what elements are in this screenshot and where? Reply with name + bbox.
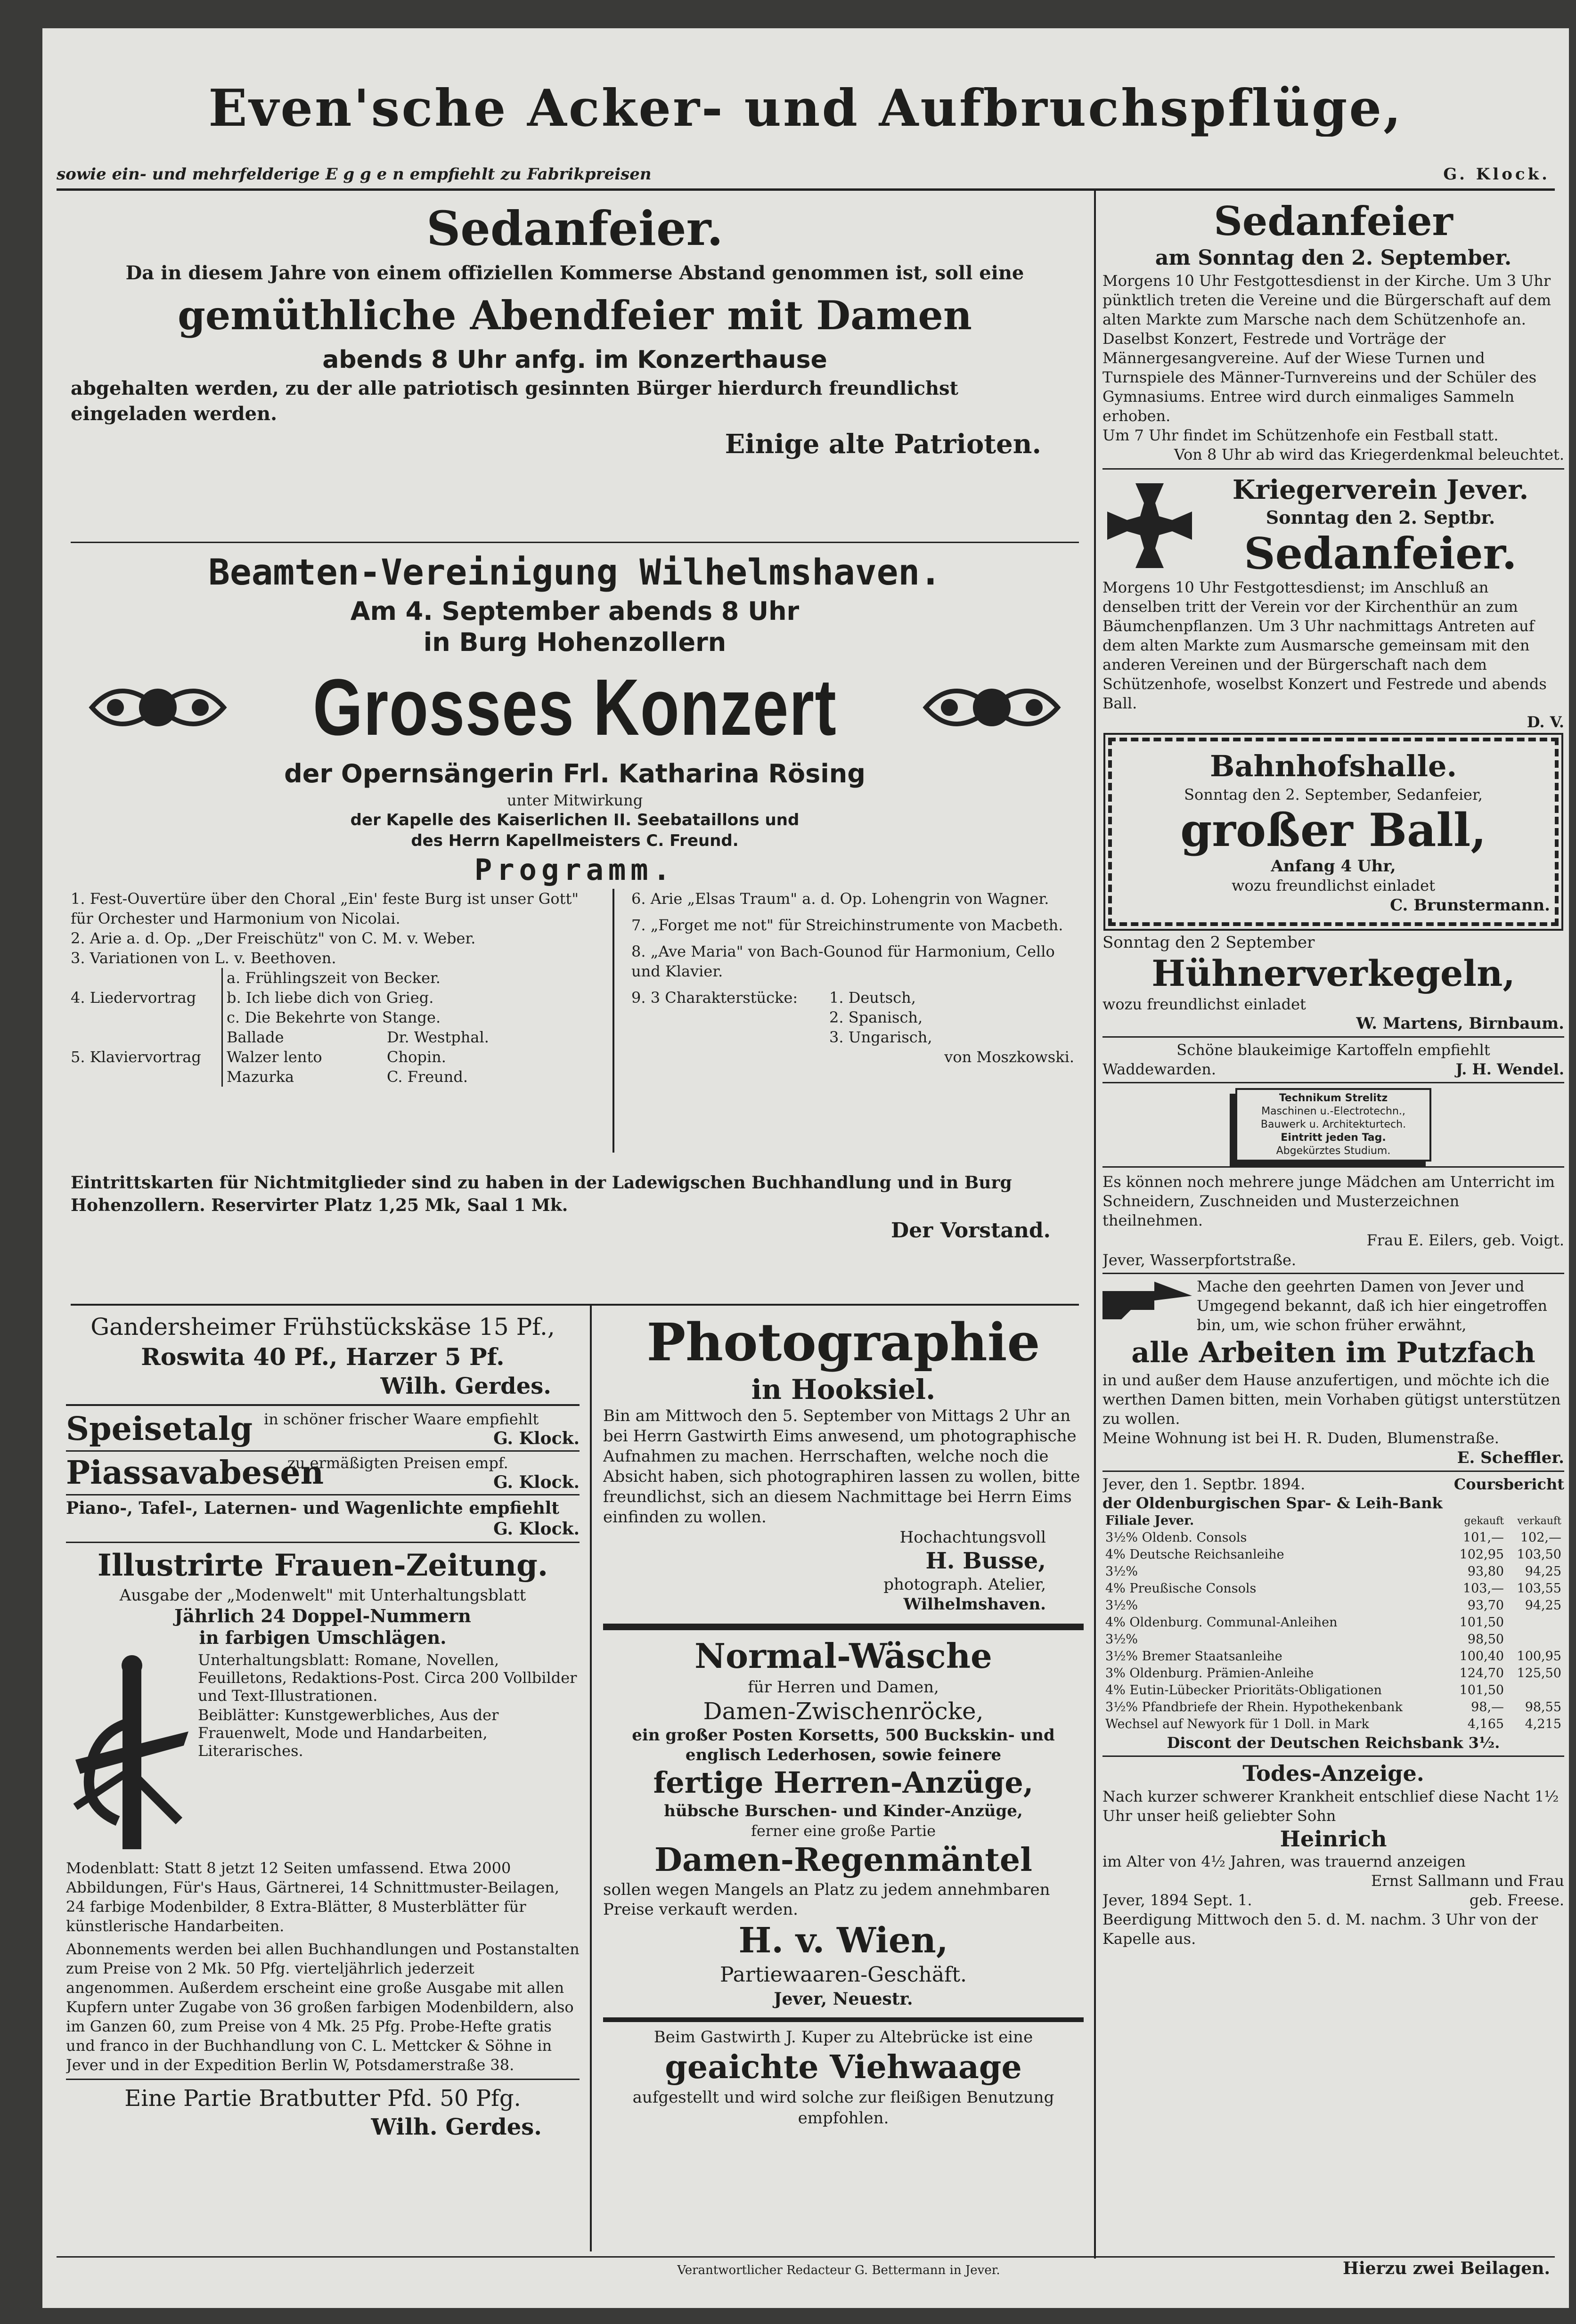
sedanfeier-body: abgehalten werden, zu der alle patriotisch gesinnten Bürger hierdurch freundlichst eingeladen werden. [71,377,959,425]
kurs-sell: 94,25 [1525,1564,1561,1579]
huehner-einladung: wozu freundlichst einladet [1102,995,1306,1013]
todes-title: Todes-Anzeige. [1242,1761,1424,1786]
krieger-date: Sonntag den 2. Septbr. [1266,507,1495,528]
sedan-right-date: am Sonntag den 2. September. [1155,246,1512,270]
krieger-sedanfeier: Sedanfeier. [1244,528,1517,579]
kurs-row [1102,1597,1564,1614]
frauen-beiblaetter: Beiblätter: Kunstgewerbliches, Aus der Frauenwelt, Mode und Handarbeiten, Literarisches. [198,1706,499,1760]
kurs-date: Jever, den 1. Septbr. 1894. [1102,1475,1306,1493]
laternen-signer: G. Klock. [493,1519,580,1539]
bahnhof-title: Bahnhofshalle. [1209,749,1457,783]
header-rule [57,188,1555,191]
kurs-sell: 102,— [1520,1530,1561,1545]
programm-divider [612,889,614,1153]
kartoffeln-signer: J. H. Wendel. [1455,1060,1564,1078]
kartoffeln-ad [1102,1040,1564,1079]
sedan-right-denkmal: Von 8 Uhr ab wird das Kriegerdenkmal beleuchtet. [1174,446,1564,463]
klavier-composer: C. Freund. [387,1068,468,1086]
kurs-name: 4% Eutin-Lübecker Prioritäts-Obligationen [1105,1683,1382,1698]
frauen-modenblatt: Modenblatt: Statt 8 jetzt 12 Seiten umfassend. Etwa 2000 Abbildungen, Für's Haus, Gärtnerei, 14 Schnittmuster-Beilagen, 24 farbige Modenbilder, 8 Extra-Blätter, 8 Musterblätter für künstlerische Handarbeiten. [66,1859,560,1935]
kaese-signer: Wilh. Gerdes. [380,1373,551,1399]
kaese-line-1: Gandersheimer Frühstückskäse 15 Pf., [90,1313,555,1341]
eilers-text: Es können noch mehrere junge Mädchen am Unterricht im Schneidern, Zuschneiden und Musterzeichnen theilnehmen. [1102,1173,1555,1229]
charakter-composer: von Moszkowski. [944,1048,1074,1066]
kurs-row [1102,1546,1564,1563]
pointing-hand-icon [1102,1277,1197,1324]
konzert-tickets: Eintrittskarten für Nichtmitglieder sind zu haben in der Ladewigschen Buchhandlung und in Burg Hohenzollern. Reservirter Platz 1,25 Mk, Saal 1 Mk. [71,1173,1012,1215]
klavier-piece: Ballade [227,1028,284,1046]
piassava-signer: G. Klock. [493,1472,580,1492]
scheffler-ad [1102,1277,1564,1468]
todes-place: Jever, 1894 Sept. 1. [1102,1891,1252,1909]
left-column-lower [66,1312,580,2249]
charakter-item: 1. Deutsch, [829,989,916,1007]
konzert-place: in Burg Hohenzollern [423,627,727,657]
sedan-right-ball: Um 7 Uhr findet im Schützenhofe ein Festball statt. [1102,426,1499,444]
todes-name: Heinrich [1280,1826,1387,1852]
footer-redakteur: Verantwortlicher Redacteur G. Bettermann in Jever. [677,2263,1000,2277]
konzert-singer: der Opernsängerin Frl. Katharina Rösing [284,759,866,788]
header-subtitle: sowie ein- und mehrfelderige E g g e n empfiehlt zu Fabrikpreisen [57,165,652,184]
technikum-line: Bauwerk u. Architekturtech. [1260,1119,1406,1130]
speisetalg-title: Speisetalg [66,1410,253,1448]
wien-ad [603,1635,1084,2010]
photo-subtitle: in Hooksiel. [751,1373,936,1406]
speisetalg-ad [66,1410,580,1448]
konzert-date: Am 4. September abends 8 Uhr [350,596,800,626]
bratbutter-signer: Wilh. Gerdes. [371,2114,542,2140]
programm-item: 1. Fest-Ouvertüre über den Choral „Ein' feste Burg ist unser Gott" für Orchester und Harmonium von Nicolai. [71,890,579,927]
klavier-composer: Chopin. [387,1048,446,1066]
konzert-kapelle-1: der Kapelle des Kaiserlichen II. Seebataillons und [350,811,800,829]
charakter-item: 2. Spanisch, [829,1008,923,1026]
lieder-label: 4. Liedervortrag [71,989,196,1007]
programm-item: 3. Variationen von L. v. Beethoven. [71,949,336,967]
kurs-name: Wechsel auf Newyork für 1 Doll. in Mark [1105,1717,1369,1731]
kurs-col-header: verkauft [1517,1515,1561,1527]
kurs-row [1102,1563,1564,1580]
wien-name: H. v. Wien, [738,1920,948,1961]
kurs-name: 4% Oldenburg. Communal-Anleihen [1105,1615,1338,1630]
kaese-line-2: Roswita 40 Pf., Harzer 5 Pf. [141,1343,505,1371]
ornament-left-icon [87,670,229,745]
konzert-org: Beamten-Vereinigung Wilhelmshaven. [208,551,941,593]
photo-ort: Wilhelmshaven. [903,1595,1046,1614]
technikum-line: Eintritt jeden Tag. [1281,1132,1386,1144]
technikum-line: Maschinen u.-Electrotechn., [1261,1105,1405,1117]
viehwaage-title: geaichte Viehwaage [665,2048,1022,2086]
technikum-title: Technikum Strelitz [1279,1092,1388,1104]
sedanfeier-title: Sedanfeier. [426,201,723,256]
frauen-ausgabe: Ausgabe der „Modenwelt" mit Unterhaltungsblatt [119,1586,526,1605]
kurs-buy: 98,— [1471,1700,1504,1715]
kurs-sell: 103,50 [1517,1547,1561,1562]
programm-left [71,889,589,1087]
kurs-row [1102,1580,1564,1597]
sedanfeier-signer: Einige alte Patrioten. [725,429,1041,460]
sedanfeier-time: abends 8 Uhr anfg. im Konzerthause [322,346,827,374]
krieger-title: Kriegerverein Jever. [1232,474,1529,505]
piassava-title: Piassavabesen [66,1454,324,1492]
viehwaage-intro: Beim Gastwirth J. Kuper zu Altebrücke ist eine [653,2028,1033,2047]
scheffler-text: Mache den geehrten Damen von Jever und Umgegend bekannt, daß ich hier eingetroffen bin, um, wie schon früher erwähnt, [1197,1277,1547,1334]
kurs-row [1102,1648,1564,1665]
lied-item: c. Die Bekehrte von Stange. [227,1008,441,1026]
rule-2 [71,1304,1079,1306]
wien-line-7: Damen-Regenmäntel [654,1841,1032,1879]
wien-line-3: ein großer Posten Korsetts, 500 Buckskin- und englisch Lederhosen, sowie feinere [632,1726,1055,1764]
wien-ort: Jever, Neuestr. [774,1989,913,2009]
kurs-row [1102,1614,1564,1631]
kurs-row [1102,1631,1564,1648]
photo-gruss: Hochachtungsvoll [899,1528,1046,1547]
kurs-name: 4% Preußische Consols [1105,1581,1257,1596]
kurs-sell [1507,1614,1564,1631]
ornament-right-icon [921,670,1062,745]
photo-text: Bin am Mittwoch den 5. September von Mittags 2 Uhr an bei Herrn Gastwirth Eims anwesend, um photographische Aufnahmen zu machen. Herrschaften, welche noch die Absicht haben, sich photographiren lassen zu wollen, bitte freundlichst, sich an diesem Nachmittage bei Herrn Eims einfinden zu wollen. [603,1406,1080,1527]
wien-line-6: ferner eine große Partie [751,1822,936,1840]
laternen-text: Piano-, Tafel-, Laternen- und Wagenlichte empfiehlt [66,1498,560,1518]
header-signer: G. Klock. [1443,165,1550,184]
todes-parents: Ernst Sallmann und Frau [1371,1872,1564,1890]
bahnhof-einladung: wozu freundlichst einladet [1232,877,1435,894]
thick-rule [603,1624,1084,1630]
scheffler-signer: E. Scheffler. [1457,1448,1564,1467]
kurs-buy: 98,50 [1467,1632,1504,1647]
eilers-signer: Frau E. Eilers, geb. Voigt. [1366,1231,1564,1249]
sedanfeier-ad [71,198,1079,537]
konzert-mitwirkung: unter Mitwirkung [506,791,643,809]
klavier-composer: Dr. Westphal. [387,1028,489,1046]
lied-item: b. Ich liebe dich von Grieg. [227,989,434,1007]
kurs-name: 3½% [1105,1564,1138,1579]
frauen-abo: Abonnements werden bei allen Buchhandlungen und Postanstalten zum Preise von 2 Mk. 50 Pfg. vierteljährlich jederzeit angenommen. Außerdem erscheint eine große Ausgabe mit allen Kupfern unter Zugabe von 36 großen farbigen Modenbildern, also im Ganzen 60, zum Preise von 4 Mk. 25 Pfg. Probe-Hefte gratis und franco in der Buchhandlung von C. L. Mettcker & Söhne in Jever und in der Expedition Berlin W, Potsdamerstraße 38. [66,1940,580,2074]
konzert-signer: Der Vorstand. [891,1219,1051,1243]
footer-rule [57,2256,1555,2258]
column-rule-middle [590,1305,592,2251]
kartoffeln-text: Schöne blaukeimige Kartoffeln empfiehlt [1176,1041,1490,1059]
kurs-buy: 103,— [1462,1581,1504,1596]
photo-beruf: photograph. Atelier, [883,1575,1046,1594]
kurs-discont: Discont der Deutschen Reichsbank 3½. [1167,1734,1500,1752]
kurs-sell: 94,25 [1525,1598,1561,1613]
kurs-row [1102,1665,1564,1682]
klavier-piece: Mazurka [227,1068,294,1086]
krieger-signer: D. V. [1527,713,1564,731]
frauen-title: Illustrirte Frauen-Zeitung. [97,1548,548,1583]
bahnhof-anfang: Anfang 4 Uhr, [1271,857,1396,876]
bahnhof-signer: C. Brunstermann. [1390,896,1550,915]
sedan-right-title: Sedanfeier [1214,198,1453,244]
sedanfeier-intro: Da in diesem Jahre von einem offiziellen Kommerse Abstand genommen ist, soll eine [125,262,1024,284]
huehner-title: Hühnerverkegeln, [1151,952,1515,994]
kurs-buy: 93,80 [1467,1564,1504,1579]
kurs-buy: 101,50 [1459,1683,1504,1698]
footer-beilagen: Hierzu zwei Beilagen. [1342,2259,1550,2278]
todes-text-3: Beerdigung Mittwoch den 5. d. M. nachm. 3 Uhr von der Kapelle aus. [1102,1910,1538,1948]
kurs-buy: 93,70 [1467,1598,1504,1613]
newspaper-page [42,28,1569,2308]
speisetalg-text: in schöner frischer Waare empfiehlt [264,1410,539,1428]
programm-item: 7. „Forget me not" für Streichinstrumente von Macbeth. [631,916,1063,934]
charakter-label: 9. 3 Charakterstücke: [631,989,798,1007]
frauen-zeitung-ad [66,1546,580,2075]
programm-right [631,889,1079,1067]
kurs-col-header: gekauft [1464,1515,1504,1527]
programm-item: 6. Arie „Elsas Traum" a. d. Op. Lohengrin von Wagner. [631,890,1049,908]
huehner-signer: W. Martens, Birnbaum. [1356,1014,1564,1033]
middle-column-lower [603,1312,1084,2254]
iron-cross-icon [1102,479,1197,573]
scheffler-text-2: in und außer dem Hause anzufertigen, und möchte ich die werthen Damen bitten, mein Vorhaben gütigst unterstützen zu wollen. [1102,1371,1561,1428]
bahnhof-ball: großer Ball, [1180,804,1486,857]
klavier-piece: Walzer lento [227,1048,322,1066]
sedanfeier-abendfeier: gemüthliche Abendfeier mit Damen [178,292,972,339]
photo-title: Photographie [646,1312,1040,1373]
kurs-name: 3½% Pfandbriefe der Rhein. Hypothekenbank [1105,1700,1403,1715]
thick-rule [603,2017,1084,2022]
kartoffeln-ort: Waddewarden. [1102,1060,1217,1078]
wien-line-4: fertige Herren-Anzüge, [653,1765,1034,1800]
kurs-sell: 98,55 [1525,1700,1561,1715]
scheffler-title: alle Arbeiten im Putzfach [1131,1336,1535,1369]
wien-line-2: Damen-Zwischenröcke, [703,1698,984,1725]
bahnhof-ad [1108,738,1559,926]
scheffler-text-3: Meine Wohnung ist bei H. R. Duden, Blumenstraße. [1102,1429,1499,1447]
eilers-ad [1102,1172,1564,1270]
column-rule-right [1094,191,1096,2259]
kurs-name: 3½% [1105,1632,1138,1647]
bratbutter-text: Eine Partie Bratbutter Pfd. 50 Pfg. [124,2085,521,2112]
kurs-buy: 100,40 [1459,1649,1504,1664]
piassava-text: zu ermäßigten Preisen empf. [287,1454,508,1472]
speisetalg-signer: G. Klock. [493,1429,580,1448]
krieger-text: Morgens 10 Uhr Festgottesdienst; im Anschluß an denselben tritt der Verein vor der Kirchenthür an zum Bäumchenpflanzen. Um 3 Uhr nachmittags Antreten auf dem alten Markte zum Ausmarsche gemeinsam mit den anderen Vereinen und der Bürgerschaft nach dem Schützenhofe, woselbst Konzert und Festrede und abends Ball. [1102,578,1547,712]
klavier-label: 5. Klaviervortrag [71,1048,201,1066]
kurs-buy: 124,70 [1459,1666,1504,1681]
kurs-buy: 102,95 [1459,1547,1504,1562]
wien-line-1: für Herren und Damen, [748,1678,939,1697]
kurs-row [1102,1716,1564,1733]
programm-heading: Programm. [474,853,675,887]
todes-anzeige [1102,1760,1564,1949]
viehwaage-ad [603,2027,1084,2129]
kurs-row [1102,1699,1564,1716]
eilers-ort: Jever, Wasserpfortstraße. [1102,1251,1297,1269]
technikum-ad [1235,1088,1431,1162]
right-column [1102,198,1564,2251]
charakter-item: 3. Ungarisch, [829,1028,932,1046]
kurs-sell: 4,215 [1525,1717,1561,1731]
sedan-right-text: Morgens 10 Uhr Festgottesdienst in der Kirche. Um 3 Uhr pünktlich treten die Vereine und die Bürgerschaft auf dem alten Markte zum Marsche nach dem Schützenhofe an. Daselbst Konzert, Festrede und Vorträge der Männergesangvereine. Auf der Wiese Turnen und Turnspiele des Männer-Turnvereins und der Schüler des Gymnasiums. Entree wird durch einmaliges Sammeln erhoben. [1102,272,1552,425]
kurs-name: 3% Oldenburg. Prämien-Anleihe [1105,1666,1314,1681]
kurs-sell [1507,1682,1564,1699]
bahnhof-date: Sonntag den 2. September, Sedanfeier, [1184,786,1483,804]
kurs-name: 3½% Bremer Staatsanleihe [1105,1649,1282,1664]
frauen-umschlag: in farbigen Umschlägen. [199,1627,447,1648]
todes-text-2: im Alter von 4½ Jahren, was trauernd anzeigen [1102,1853,1466,1870]
lied-item: a. Frühlingszeit von Becker. [227,969,441,987]
technikum-line: Abgekürztes Studium. [1276,1145,1391,1157]
kurs-buy: 101,— [1462,1530,1504,1545]
kurs-bank: der Oldenburgischen Spar- & Leih-Bank [1102,1494,1443,1512]
huehner-date: Sonntag den 2 September [1102,933,1315,952]
kurs-sell: 103,55 [1517,1581,1561,1596]
wien-title: Normal-Wäsche [694,1636,992,1676]
viehwaage-text: aufgestellt und wird solche zur fleißigen Benutzung empfohlen. [632,2088,1054,2128]
frauen-unterhaltung: Unterhaltungsblatt: Romane, Novellen, Feuilletons, Redaktions-Post. Circa 200 Vollbilder und Text-Illustrationen. [198,1651,577,1705]
huehner-ad [1102,933,1564,1033]
konzert-ad [71,549,1079,1302]
kurs-table [1102,1512,1564,1733]
konzert-title: Grosses Konzert [312,663,837,752]
kurs-filiale: Filiale Jever. [1105,1513,1194,1528]
rule-1 [71,542,1079,543]
wien-firma: Partiewaaren-Geschäft. [719,1963,967,1987]
kurs-buy: 101,50 [1459,1615,1504,1630]
kurs-name: 3½% Oldenb. Consols [1105,1530,1247,1545]
konzert-kapelle-2: des Herrn Kapellmeisters C. Freund. [411,831,739,850]
frauen-nummern: Jährlich 24 Doppel-Nummern [174,1605,471,1626]
piassava-ad [66,1454,580,1492]
programm-item: 2. Arie a. d. Op. „Der Freischütz" von C. M. v. Weber. [71,929,476,947]
wien-line-8: sollen wegen Mangels an Platz zu jedem annehmbaren Preise verkauft werden. [603,1880,1050,1919]
kurs-row [1102,1529,1564,1546]
wien-line-5: hübsche Burschen- und Kinder-Anzüge, [664,1802,1023,1820]
coursbericht [1102,1475,1564,1753]
todes-text: Nach kurzer schwerer Krankheit entschlief diese Nacht 1½ Uhr unser heiß geliebter Sohn [1102,1788,1559,1825]
header-title: Even'sche Acker- und Aufbruchspflüge, [208,80,1403,137]
todes-geb: geb. Freese. [1469,1891,1564,1909]
kurs-name: 3½% [1105,1598,1138,1613]
kurs-sell: 125,50 [1517,1666,1561,1681]
kurs-sell: 100,95 [1517,1649,1561,1664]
kurs-buy: 4,165 [1467,1717,1504,1731]
photo-name: H. Busse, [925,1548,1046,1574]
kurs-title: Coursbericht [1454,1475,1564,1493]
kurs-name: 4% Deutsche Reichsanleihe [1105,1547,1284,1562]
kurs-sell [1507,1631,1564,1648]
kurs-row [1102,1682,1564,1699]
frauen-logo-icon [66,1651,198,1859]
programm-item: 8. „Ave Maria" von Bach-Gounod für Harmonium, Cello und Klavier. [631,943,1055,980]
